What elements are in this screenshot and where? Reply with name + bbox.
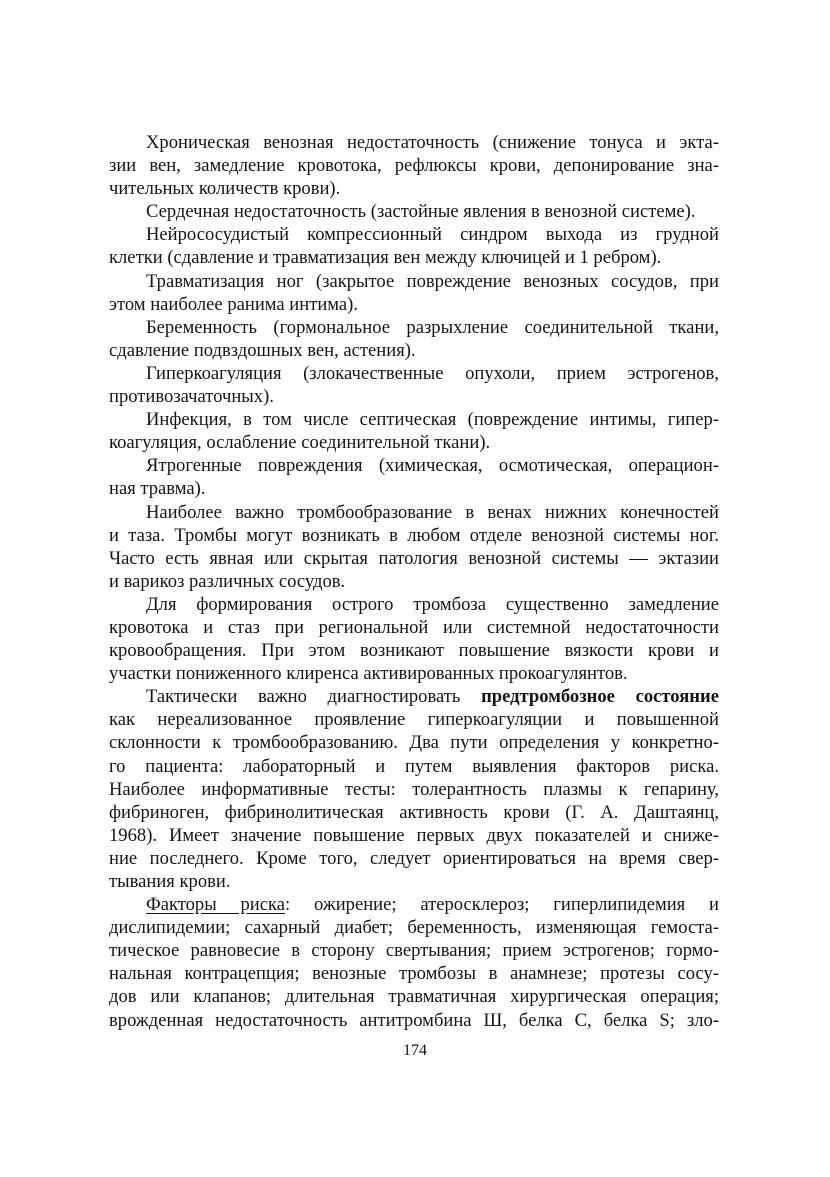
text-line: противозачаточных).: [109, 386, 274, 408]
text-line: Инфекция, в том числе септическая (повреждение интимы, гипер-: [146, 409, 719, 431]
paragraph: [109, 270, 719, 316]
text-line: Нейрососудистый компрессионный синдром выхода из грудной: [146, 224, 719, 246]
paragraph: [109, 131, 719, 200]
underlined-term: Факторы риска: [146, 894, 286, 916]
body-text: [109, 131, 719, 1032]
text-line: кровотока и стаз при региональной или системной недостаточности: [109, 616, 719, 638]
page-number: 174: [403, 1042, 427, 1059]
paragraph: [109, 454, 719, 500]
text-line: [109, 893, 719, 916]
text-line: сдавление подвздошных вен, астения).: [109, 339, 416, 361]
paragraph: [109, 362, 719, 408]
text-line: фибриноген, фибринолитическая активность крови (Г. А. Даштаянц,: [109, 801, 719, 823]
paragraph: [109, 893, 719, 1032]
text-line: Хроническая венозная недостаточность (снижение тонуса и экта-: [146, 132, 719, 153]
paragraph: [109, 501, 719, 593]
text-line: ная травма).: [109, 478, 206, 500]
text-line: этом наиболее ранима интима).: [109, 293, 359, 315]
text-line: кровообращения. При этом возникают повышение вязкости крови и: [109, 640, 719, 662]
text-line: клетки (сдавление и травматизация вен между ключицей и 1 ребром).: [109, 247, 662, 269]
paragraph: [109, 223, 719, 269]
text-line: склонности к тромбообразованию. Два пути определения у конкретно-: [109, 732, 719, 754]
text-line: Для формирования острого тромбоза существенно замедление: [146, 593, 719, 615]
text-line: участки пониженного клиренса активированных прокоагулянтов.: [109, 663, 628, 685]
text-line: врожденная недостаточность антитромбина Ш, белка С, белка S; зло-: [109, 1009, 719, 1031]
text-run: Тактически важно диагностировать: [146, 686, 482, 708]
text-line: нальная контрацепция; венозные тромбозы в анамнезе; протезы сосу-: [109, 963, 719, 985]
text-line: Гиперкоагуляция (злокачественные опухоли, прием эстрогенов,: [146, 362, 719, 384]
text-line: Сердечная недостаточность (застойные явления в венозной системе).: [146, 201, 696, 223]
text-run: : ожирение; атеросклероз; гиперлипидемия и: [285, 894, 719, 916]
text-line: тывания крови.: [109, 871, 231, 892]
text-line: [109, 685, 719, 708]
text-line: зии вен, замедление кровотока, рефлюксы крови, депонирование зна-: [109, 155, 719, 177]
text-line: Беременность (гормональное разрыхление соединительной ткани,: [146, 316, 719, 338]
paragraph: [109, 408, 719, 454]
text-line: Наиболее информативные тесты: толерантность плазмы к гепарину,: [109, 778, 719, 800]
paragraph: [109, 200, 719, 223]
text-line: как нереализованное проявление гиперкоагуляции и повышенной: [109, 709, 719, 731]
text-line: коагуляция, ослабление соединительной ткани).: [109, 432, 491, 454]
text-line: дов или клапанов; длительная травматичная хирургическая операция;: [109, 986, 719, 1008]
text-line: Травматизация ног (закрытое повреждение венозных сосудов, при: [146, 270, 719, 292]
paragraph: [109, 316, 719, 362]
text-line: Наиболее важно тромбообразование в венах нижних конечностей: [146, 501, 719, 523]
text-line: дислипидемии; сахарный диабет; беременность, изменяющая гемоста-: [109, 917, 719, 939]
text-line: го пациента: лабораторный и путем выявления факторов риска.: [109, 755, 719, 777]
text-line: и таза. Тромбы могут возникать в любом отделе венозной системы ног.: [109, 524, 719, 546]
text-line: и варикоз различных сосудов.: [109, 570, 346, 592]
paragraph: [109, 685, 719, 893]
paragraph: [109, 593, 719, 685]
text-line: чительных количеств крови).: [109, 178, 341, 200]
text-line: ние последнего. Кроме того, следует ориентироваться на время свер-: [109, 847, 719, 869]
text-line: тическое равновесие в сторону свертывания; прием эстрогенов; гормо-: [109, 940, 719, 962]
text-line: Ятрогенные повреждения (химическая, осмотическая, операцион-: [146, 455, 719, 477]
text-line: Часто есть явная или скрытая патология венозной системы — эктазии: [109, 547, 719, 569]
bold-term: предтромбозное состояние: [481, 686, 719, 708]
text-line: 1968). Имеет значение повышение первых двух показателей и сниже-: [109, 824, 719, 846]
